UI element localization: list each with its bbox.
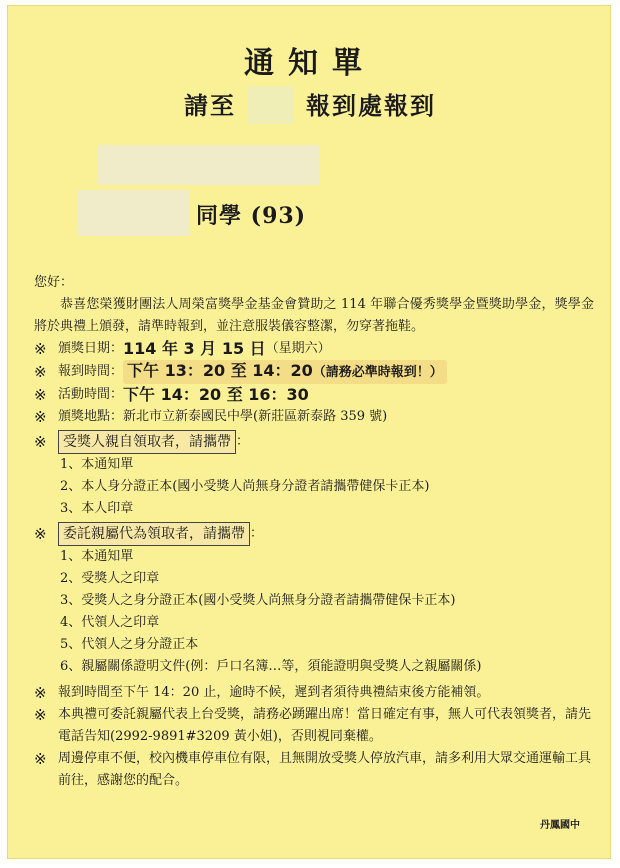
date-line	[34, 338, 594, 360]
date-weekday: （星期六）	[265, 341, 331, 356]
subtitle	[0, 86, 620, 124]
proxy-pickup-item: 5、代領人之身分證正本	[60, 637, 199, 652]
subtitle-prefix: 請至	[184, 91, 236, 120]
proxy-pickup-heading-line: ※ 委託親屬代為領取者，請攜帶 ：	[34, 522, 594, 546]
reference-mark-icon: ※	[34, 340, 47, 358]
reference-mark-icon: ※	[34, 750, 47, 768]
venue-label: 頒獎地點：	[58, 409, 124, 424]
proxy-pickup-item: 6、親屬關係證明文件(例：戶口名簿…等，須能證明與受獎人之親屬關係)	[60, 659, 482, 674]
reference-mark-icon: ※	[34, 706, 47, 724]
redacted-name	[78, 190, 190, 236]
subtitle-suffix: 報到處報到	[306, 91, 436, 120]
reference-mark-icon: ※	[34, 408, 47, 426]
date-label: 頒獎日期：	[58, 341, 124, 356]
reference-mark-icon: ※	[34, 386, 47, 404]
checkin-line	[34, 360, 594, 384]
checkin-label: 報到時間：	[58, 364, 124, 379]
redacted-location	[248, 86, 294, 124]
event-label: 活動時間：	[58, 387, 124, 402]
reference-mark-icon: ※	[34, 525, 47, 543]
checkin-value: 下午 13：20 至 14：20	[127, 361, 313, 380]
note-text: 報到時間至下午 14：20 止，逾時不候，遲到者須待典禮結束後方能補領。	[58, 685, 490, 700]
note-line	[34, 748, 594, 792]
date-value: 114 年 3 月 15 日	[123, 339, 266, 358]
intro-paragraph: 恭喜您榮獲財團法人周榮富獎學金基金會贊助之 114 年聯合優秀獎學金暨獎助學金，獎學金將於典禮上頒發，請準時報到，並注意服裝儀容整潔，勿穿著拖鞋。	[34, 297, 594, 334]
reference-mark-icon: ※	[34, 433, 47, 451]
notice-body	[34, 272, 594, 792]
self-pickup-heading: 受獎人親自領取者，請攜帶	[58, 430, 236, 454]
self-pickup-heading-line: ※ 受獎人親自領取者，請攜帶 ：	[34, 430, 594, 454]
proxy-pickup-item: 1、本通知單	[60, 549, 134, 564]
page-title: 通知單	[244, 46, 376, 81]
student-line: 同學 (93)	[196, 203, 307, 229]
venue-value: 新北市立新泰國民中學(新莊區新泰路 359 號)	[123, 409, 388, 424]
note-line	[34, 704, 594, 748]
reference-mark-icon: ※	[34, 684, 47, 702]
checkin-note: （請務必準時報到！）	[312, 365, 443, 380]
proxy-pickup-item: 2、受獎人之印章	[60, 571, 160, 586]
checkin-highlight	[123, 360, 447, 384]
note-text: 本典禮可委託親屬代表上台受獎，請務必踴躍出席！當日確定有事，無人可代表領獎者，請先電話告知(2992-9891#3209 黃小姐)，否則視同棄權。	[58, 707, 592, 744]
proxy-pickup-heading: 委託親屬代為領取者，請攜帶	[58, 522, 250, 546]
event-value: 下午 14：20 至 16：30	[123, 385, 309, 404]
note-text: 周邊停車不便，校內機車停車位有限，且無開放受獎人停放汽車，請多利用大眾交通運輸工具前往，感謝您的配合。	[58, 751, 592, 788]
reference-mark-icon: ※	[34, 363, 47, 381]
school-footer: 丹鳳國中	[540, 820, 580, 831]
proxy-pickup-item: 4、代領人之印章	[60, 615, 160, 630]
self-pickup-item: 2、本人身分證正本(國小受獎人尚無身分證者請攜帶健保卡正本)	[60, 479, 430, 494]
note-line	[34, 682, 594, 704]
self-pickup-item: 3、本人印章	[60, 501, 134, 516]
greeting: 您好：	[34, 275, 74, 290]
self-pickup-item: 1、本通知單	[60, 457, 134, 472]
event-line	[34, 384, 594, 406]
redacted-school	[98, 145, 320, 185]
proxy-pickup-item: 3、受獎人之身分證正本(國小受獎人尚無身分證者請攜帶健保卡正本)	[60, 593, 456, 608]
venue-line	[34, 406, 594, 428]
